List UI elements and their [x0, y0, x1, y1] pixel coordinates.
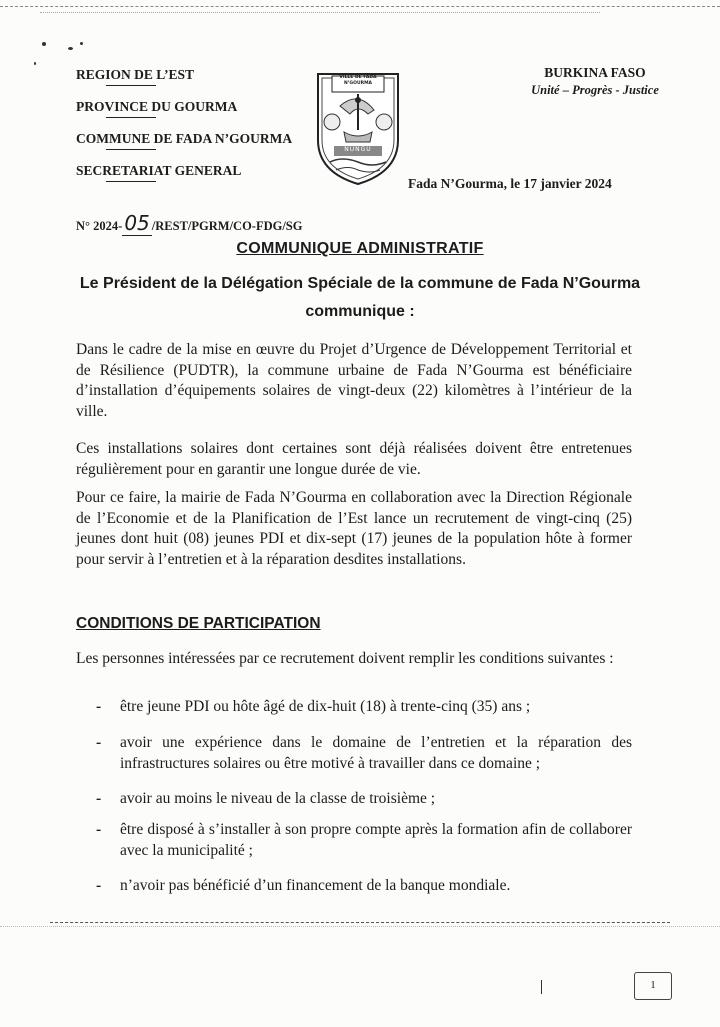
list-item-text: être jeune PDI ou hôte âgé de dix-huit (18) à trente-cinq (35) ans ;	[120, 698, 531, 715]
scan-edge-line	[40, 12, 600, 13]
list-item-text: avoir une expérience dans le domaine de l’entretien et la réparation des infrastructures solaires ou être motivé à travailler dans ce domaine ;	[120, 734, 632, 772]
list-item-text: être disposé à s’installer à son propre compte après la formation afin de collaborer avec la municipalité ;	[120, 821, 632, 859]
list-item-text: avoir au moins le niveau de la classe de troisième ;	[120, 790, 436, 807]
logo-caption: VILLE DE FADA N’GOURMA	[339, 75, 377, 86]
document-title: COMMUNIQUE ADMINISTRATIF	[236, 240, 484, 257]
reference-prefix: N° 2024-	[76, 219, 123, 233]
scan-edge-line	[0, 6, 720, 11]
paragraph: Dans le cadre de la mise en œuvre du Projet d’Urgence de Développement Territorial et de Résilience (PUDTR), la commune urbaine de Fada N’Gourma est bénéficiaire d’installation d’équipements solaires de vingt-deux (22) kilomètres à l’intérieur de la ville.	[76, 341, 632, 420]
separator	[106, 149, 156, 162]
scan-speck	[34, 62, 36, 65]
footer-rule	[50, 922, 670, 923]
logo-banner-text: NUNGU	[344, 146, 372, 153]
administrative-header	[76, 66, 316, 194]
conditions-intro: Les personnes intéressées par ce recrutement doivent remplir les conditions suivantes :	[76, 650, 614, 667]
scan-speck	[80, 42, 83, 45]
separator	[106, 117, 156, 130]
bullet-dash: -	[96, 734, 102, 751]
footer-rule	[0, 926, 720, 927]
bullet-dash: -	[96, 877, 102, 894]
list-item-text: n’avoir pas bénéficié d’un financement de la banque mondiale.	[120, 877, 511, 894]
reference-handwritten-number: 05	[124, 211, 150, 235]
commune-label: COMMUNE DE FADA N’GOURMA	[76, 131, 293, 146]
national-motto: Unité – Progrès - Justice	[531, 83, 659, 97]
separator	[106, 85, 156, 98]
scan-mark	[541, 980, 542, 994]
secretariat-label: SECRETARIAT GENERAL	[76, 163, 242, 178]
bullet-dash: -	[96, 821, 102, 838]
paragraph: Ces installations solaires dont certaines sont déjà réalisées doivent être entretenues régulièrement pour en garantir une longue durée de vie.	[76, 440, 632, 478]
section-heading: CONDITIONS DE PARTICIPATION	[76, 615, 321, 632]
page-number-box: 1	[634, 972, 672, 1000]
city-emblem-logo	[310, 70, 406, 186]
scan-speck	[68, 47, 73, 50]
paragraph: Pour ce faire, la mairie de Fada N’Gourma en collaboration avec la Direction Régionale de l’Economie et de la Planification de l’Est lance un recrutement de vingt-cinq (25) jeunes dont huit (08) jeunes PDI et dix-sept (17) jeunes de la population hôte à former pour servir à l’entretien et à la réparation desdites installations.	[76, 489, 632, 568]
province-label: PROVINCE DU GOURMA	[76, 99, 238, 114]
bullet-dash: -	[96, 698, 102, 715]
document-subtitle: Le Président de la Délégation Spéciale de la commune de Fada N’Gourma communique :	[79, 275, 641, 320]
document-date: Fada N’Gourma, le 17 janvier 2024	[408, 176, 612, 191]
national-header	[505, 64, 685, 98]
region-label: REGION DE L’EST	[76, 67, 195, 82]
scan-speck	[42, 42, 46, 46]
reference-suffix: /REST/PGRM/CO-FDG/SG	[151, 219, 303, 233]
separator	[106, 181, 156, 194]
reference-number	[76, 211, 303, 235]
bullet-dash: -	[96, 790, 102, 807]
country-name: BURKINA FASO	[544, 65, 646, 80]
